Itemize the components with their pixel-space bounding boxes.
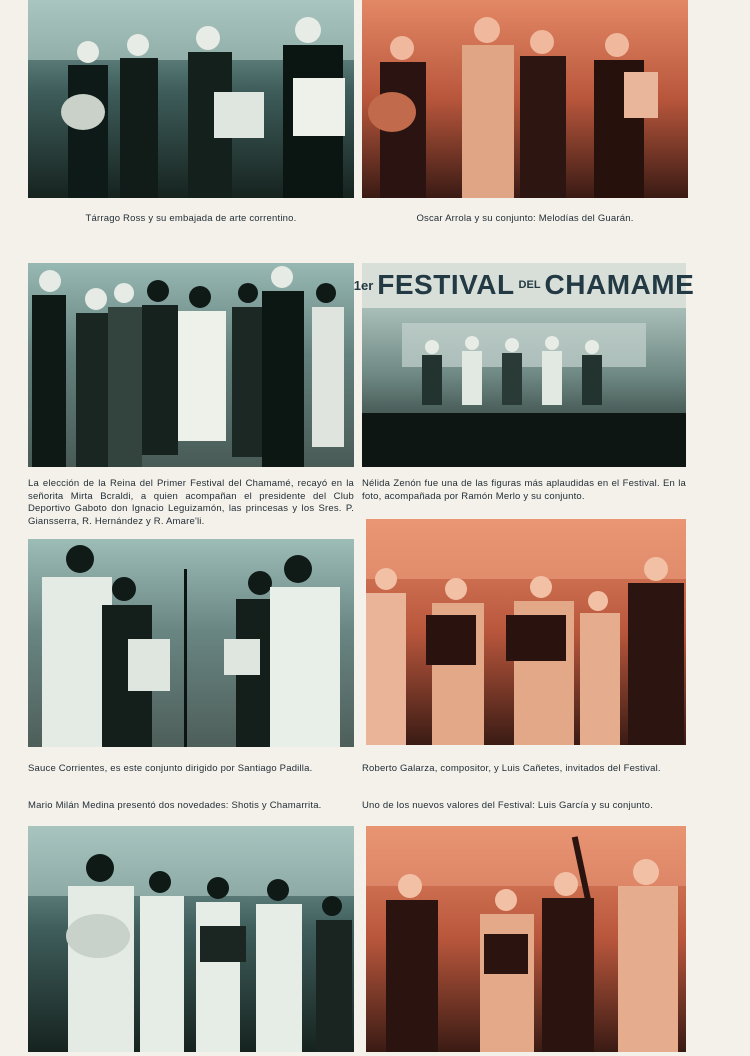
photo-tarrago-ross-figures — [28, 0, 354, 198]
photo-tarrago-ross — [28, 0, 354, 198]
photo-oscar-arrola — [362, 0, 688, 198]
banner-word-chamame: CHAMAME — [544, 269, 695, 300]
photo-festival-queen — [28, 263, 354, 467]
photo-festival-queen-figures — [28, 263, 354, 467]
photo-sauce-corrientes-figures — [28, 539, 354, 747]
caption-luis-garcia: Uno de los nuevos valores del Festival: Luis García y su conjunto. — [362, 800, 653, 811]
banner-word-del: DEL — [518, 279, 541, 291]
caption-galarza-canetes: Roberto Galarza, compositor, y Luis Cañetes, invitados del Festival. — [362, 763, 661, 774]
banner-word-festival: FESTIVAL — [377, 269, 515, 300]
caption-nelida-zenon: Nélida Zenón fue una de las figuras más aplaudidas en el Festival. En la foto, acompañada por Ramón Merlo y su conjunto. — [362, 478, 686, 502]
photo-sauce-corrientes — [28, 539, 354, 747]
caption-festival-queen: La elección de la Reina del Primer Festival del Chamamé, recayó en la señorita Mirta Bcraldi, a quien acompañan el presidente del Club Deportivo Gaboto don Ignacio Leguizamón, las princesas y los Sres. P. Giansserra, R. Hernández y R. Amare'li. — [28, 478, 354, 527]
caption-sauce-corrientes: Sauce Corrientes, es este conjunto dirigido por Santiago Padilla. — [28, 763, 313, 774]
photo-milan-medina — [28, 826, 354, 1052]
banner-prefix: 1er — [353, 277, 374, 293]
caption-milan-medina: Mario Milán Medina presentó dos novedades: Shotis y Chamarrita. — [28, 800, 322, 811]
photo-oscar-arrola-figures — [362, 0, 688, 198]
photo-luis-garcia — [366, 826, 686, 1052]
photo-milan-medina-figures — [28, 826, 354, 1052]
photo-galarza-canetes-figures — [366, 519, 686, 745]
photo-festival-stage — [353, 263, 695, 467]
caption-oscar-arrola: Oscar Arrola y su conjunto: Melodías del Guarán. — [416, 213, 634, 224]
photo-luis-garcia-figures — [366, 826, 686, 1052]
caption-tarrago-ross: Tárrago Ross y su embajada de arte correntino. — [85, 213, 297, 224]
photo-festival-stage-figures — [362, 263, 686, 467]
photo-galarza-canetes — [366, 519, 686, 745]
